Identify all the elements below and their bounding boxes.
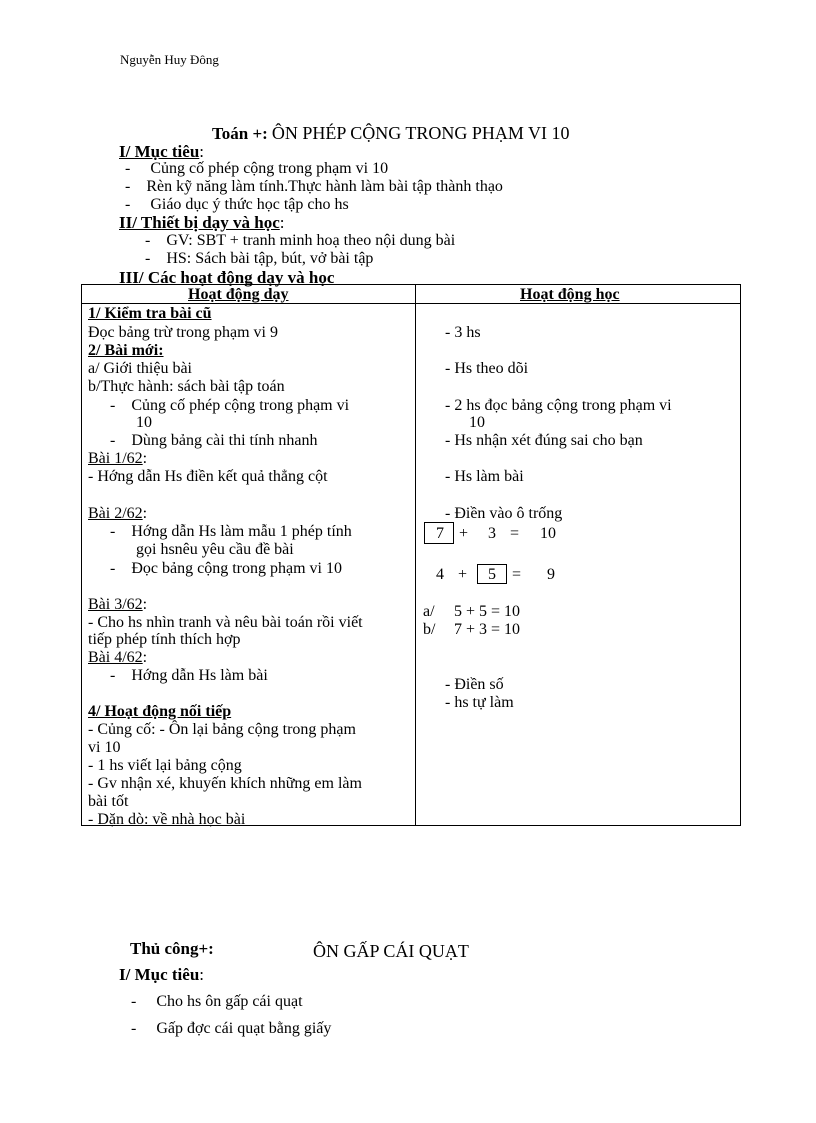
equation-box-value: 7 <box>436 525 444 542</box>
item-b-expression: 7 + 3 = 10 <box>454 621 521 638</box>
table-header-divider <box>81 303 741 304</box>
student-activity: - Hs theo dõi <box>445 360 529 377</box>
objective-item: - Giáo dục ý thức học tập cho hs <box>125 196 349 213</box>
lesson2-objective-item: - Gấp đợc cái quạt bằng giấy <box>131 1020 332 1037</box>
student-activity-cont: 10 <box>469 414 485 431</box>
equation-operator: + <box>459 525 469 542</box>
exercise2-item-cont: gọi hsnêu yêu cầu đề bài <box>136 541 294 558</box>
wrap-up-line: bài tốt <box>88 793 129 810</box>
exercise3-text: - Cho hs nhìn tranh và nêu bài toán rồi viết <box>88 614 363 631</box>
equation-operand: 3 <box>488 525 496 542</box>
lesson2-title-prefix: Thủ công+: <box>130 939 214 958</box>
equation-operator: + <box>458 566 468 583</box>
student-activity: - Hs làm bài <box>445 468 524 485</box>
equation-equals: = <box>512 566 522 583</box>
wrap-up-line: - Gv nhận xé, khuyến khích những em làm <box>88 775 362 792</box>
student-activity: - Hs nhận xét đúng sai cho bạn <box>445 432 643 449</box>
practice-item: - Củng cố phép cộng trong phạm vi <box>110 397 350 414</box>
student-activity: - Điền số <box>445 676 504 693</box>
item-b-label: b/ <box>423 621 436 638</box>
table-header-teacher: Hoạt động dạy <box>188 286 289 303</box>
equipment-item: - GV: SBT + tranh minh hoạ theo nội dung bài <box>145 232 456 249</box>
wrap-up-line: - Củng cố: - Ôn lại bảng cộng trong phạm <box>88 721 356 738</box>
exercise2-label: Bài 2/62: <box>88 505 148 522</box>
lesson1-objectives-heading <box>119 142 204 162</box>
review-text: Đọc bảng trừ trong phạm vi 9 <box>88 324 278 341</box>
student-activity: - 2 hs đọc bảng cộng trong phạm vi <box>445 397 672 414</box>
wrap-up-line: vi 10 <box>88 739 121 756</box>
lesson2-objective-item: - Cho hs ôn gấp cái quạt <box>131 993 303 1010</box>
lesson1-activities-heading: III/ Các hoạt động dạy và học <box>119 268 335 287</box>
equation-equals: = <box>510 525 520 542</box>
exercise2-item: - Hớng dẫn Hs làm mẫu 1 phép tính <box>110 523 352 540</box>
equation-result: 9 <box>547 566 555 583</box>
equation-operand: 4 <box>436 566 444 583</box>
student-activity: - hs tự làm <box>445 694 514 711</box>
student-activity: - 3 hs <box>445 324 481 341</box>
lesson1-equipment-heading <box>119 213 285 233</box>
exercise3-label: Bài 3/62: <box>88 596 148 613</box>
equipment-colon: : <box>279 213 285 232</box>
item-a-label: a/ <box>423 603 435 620</box>
intro-text: a/ Giới thiệu bài <box>88 360 192 377</box>
new-lesson-heading: 2/ Bài mới: <box>88 342 164 359</box>
author-name: Nguyễn Huy Đông <box>120 52 219 67</box>
objective-item: - Rèn kỹ năng làm tính.Thực hành làm bài tập thành thạo <box>125 178 503 195</box>
practice-text: b/Thực hành: sách bài tập toán <box>88 378 285 395</box>
exercise2-item: - Đọc bảng cộng trong phạm vi 10 <box>110 560 342 577</box>
exercise3-text-cont: tiếp phép tính thích hợp <box>88 631 241 648</box>
item-a-expression: 5 + 5 = 10 <box>454 603 521 620</box>
review-heading: 1/ Kiểm tra bài cũ <box>88 305 212 322</box>
objective-item: - Củng cố phép cộng trong phạm vi 10 <box>125 160 389 177</box>
lesson2-objectives-heading: I/ Mục tiêu: <box>119 965 205 984</box>
equation-box-value: 5 <box>488 566 496 583</box>
objectives-heading-text: I/ Mục tiêu <box>119 142 200 161</box>
equipment-item: - HS: Sách bài tập, bút, vở bài tập <box>145 250 374 267</box>
exercise4-item: - Hớng dẫn Hs làm bài <box>110 667 268 684</box>
practice-item: - Dùng bảng cài thi tính nhanh <box>110 432 318 449</box>
table-header-student: Hoạt động học <box>520 286 620 303</box>
equipment-heading-text: II/ Thiết bị dạy và học <box>119 213 280 232</box>
wrap-up-line: - Dặn dò: về nhà học bài <box>88 811 246 828</box>
lesson1-title-text: ÔN PHÉP CỘNG TRONG PHẠM VI 10 <box>271 123 570 143</box>
equation-result: 10 <box>540 525 556 542</box>
lesson2-title-text: ÔN GẤP CÁI QUẠT <box>313 941 469 961</box>
exercise4-label: Bài 4/62: <box>88 649 148 666</box>
wrap-up-line: - 1 hs viết lại bảng cộng <box>88 757 242 774</box>
lesson1-title <box>212 123 570 144</box>
practice-item-cont: 10 <box>136 414 152 431</box>
student-activity: - Điền vào ô trống <box>445 505 563 522</box>
exercise1-text: - Hớng dẫn Hs điền kết quả thẳng cột <box>88 468 328 485</box>
objectives-colon: : <box>199 142 205 161</box>
lesson1-title-prefix: Toán +: <box>212 124 268 143</box>
exercise1-label: Bài 1/62: <box>88 450 148 467</box>
table-column-divider <box>415 284 416 826</box>
wrap-up-heading: 4/ Hoạt động nối tiếp <box>88 703 232 720</box>
